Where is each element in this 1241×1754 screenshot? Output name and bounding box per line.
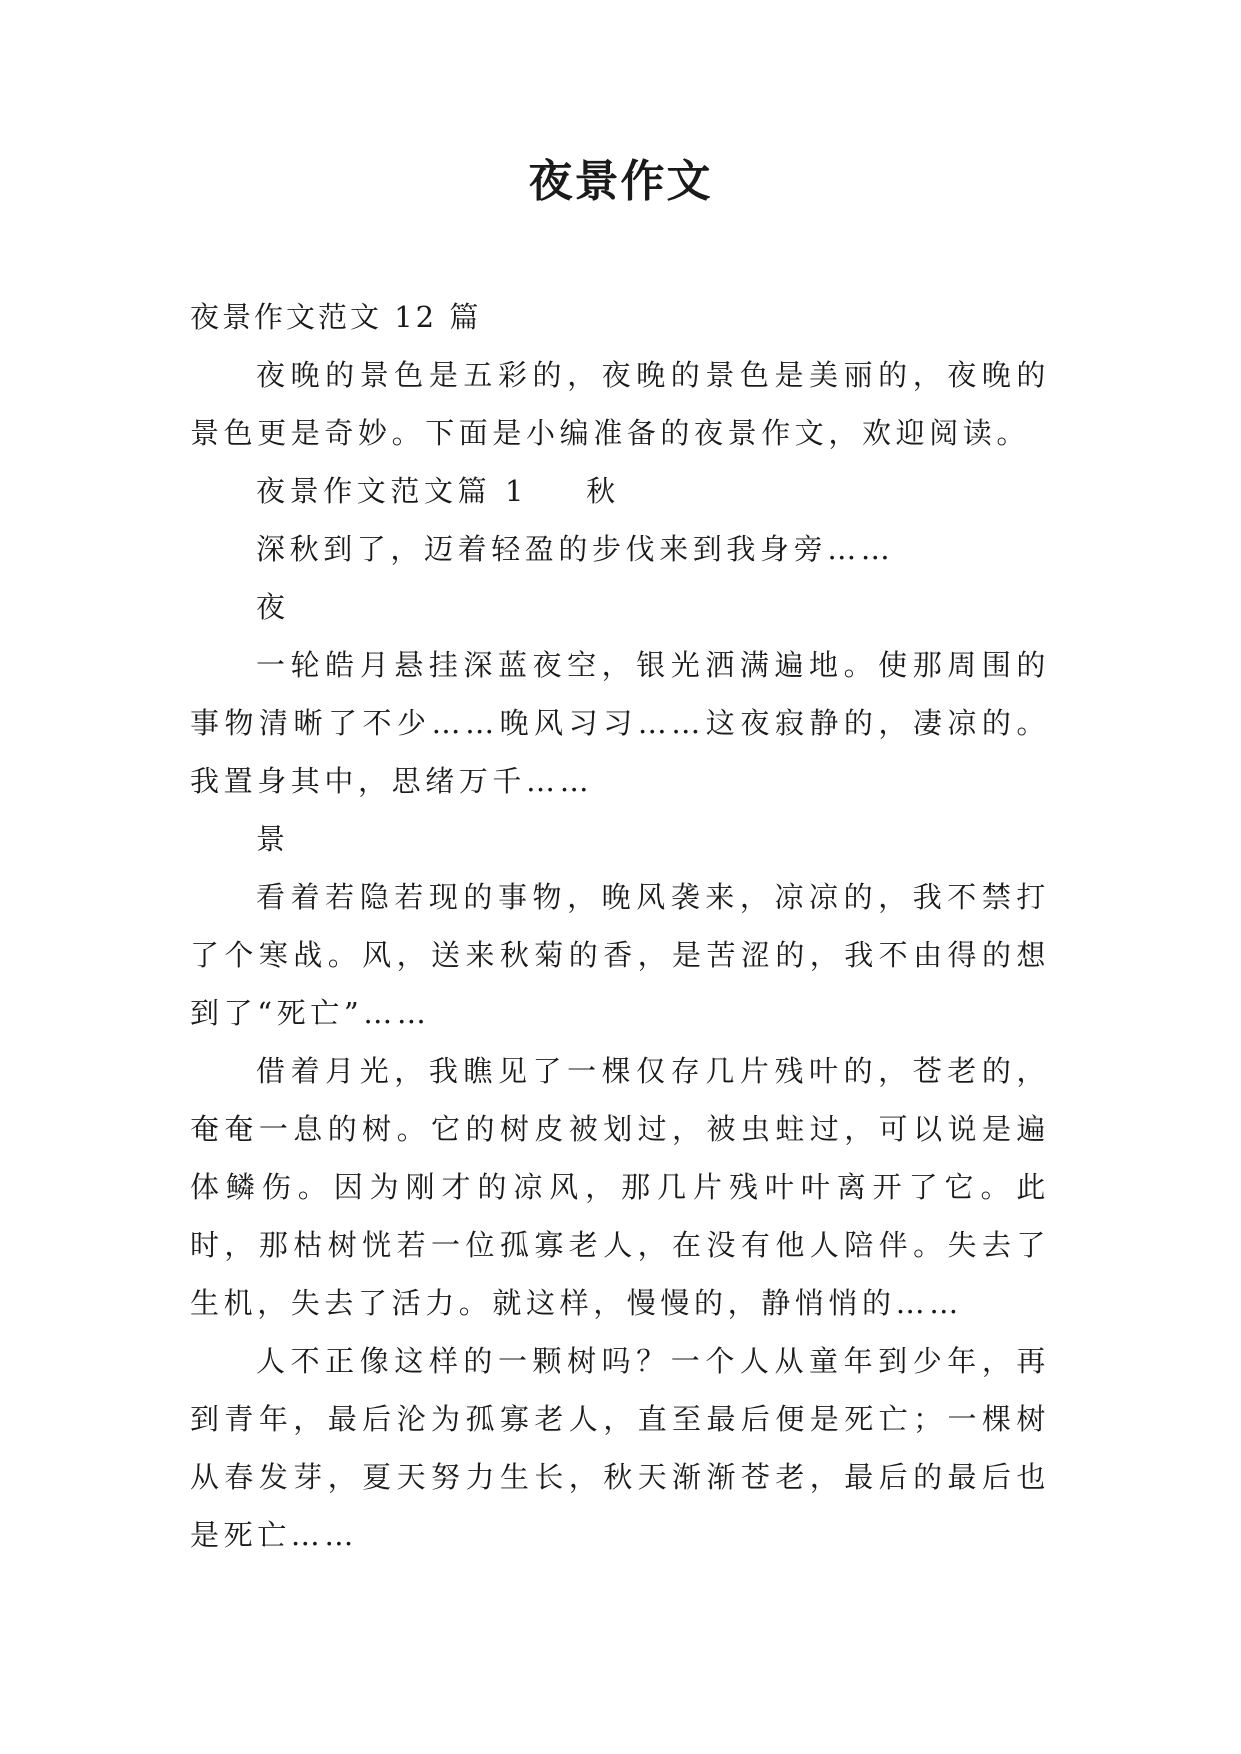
paragraph: 人不正像这样的一颗树吗？一个人从童年到少年，再到青年，最后沦为孤寡老人，直至最后便是死亡；一棵树从春发芽，夏天努力生长，秋天渐渐苍老，最后的最后也是死亡…… — [190, 1344, 1050, 1552]
paragraph: 一轮皓月悬挂深蓝夜空，银光洒满遍地。使那周围的事物清晰了不少……晚风习习……这夜寂静的，凄凉的。我置身其中，思绪万千…… — [190, 648, 1050, 798]
section-heading — [190, 462, 1050, 520]
intro-paragraph: 夜晚的景色是五彩的，夜晚的景色是美丽的，夜晚的景色更是奇妙。下面是小编准备的夜景作文，欢迎阅读。 — [190, 358, 1050, 450]
section-heading-sub: 秋 — [586, 474, 620, 508]
paragraph: 夜 — [256, 590, 290, 624]
paragraph: 深秋到了，迈着轻盈的步伐来到我身旁…… — [256, 532, 895, 566]
paragraph: 景 — [256, 822, 290, 856]
paragraph: 看着若隐若现的事物，晚风袭来，凉凉的，我不禁打了个寒战。风，送来秋菊的香，是苦涩的，我不由得的想到了“死亡”…… — [190, 880, 1050, 1030]
section-heading-label: 夜景作文范文篇 1 — [256, 474, 529, 508]
document-body — [190, 288, 1050, 1564]
document-subtitle: 夜景作文范文 12 篇 — [190, 300, 482, 334]
document-title: 夜景作文 — [528, 156, 713, 207]
paragraph: 借着月光，我瞧见了一棵仅存几片残叶的，苍老的，奄奄一息的树。它的树皮被划过，被虫蛀过，可以说是遍体鳞伤。因为刚才的凉风，那几片残叶叶离开了它。此时，那枯树恍若一位孤寡老人，在没有他人陪伴。失去了生机，失去了活力。就这样，慢慢的，静悄悄的…… — [190, 1054, 1050, 1320]
